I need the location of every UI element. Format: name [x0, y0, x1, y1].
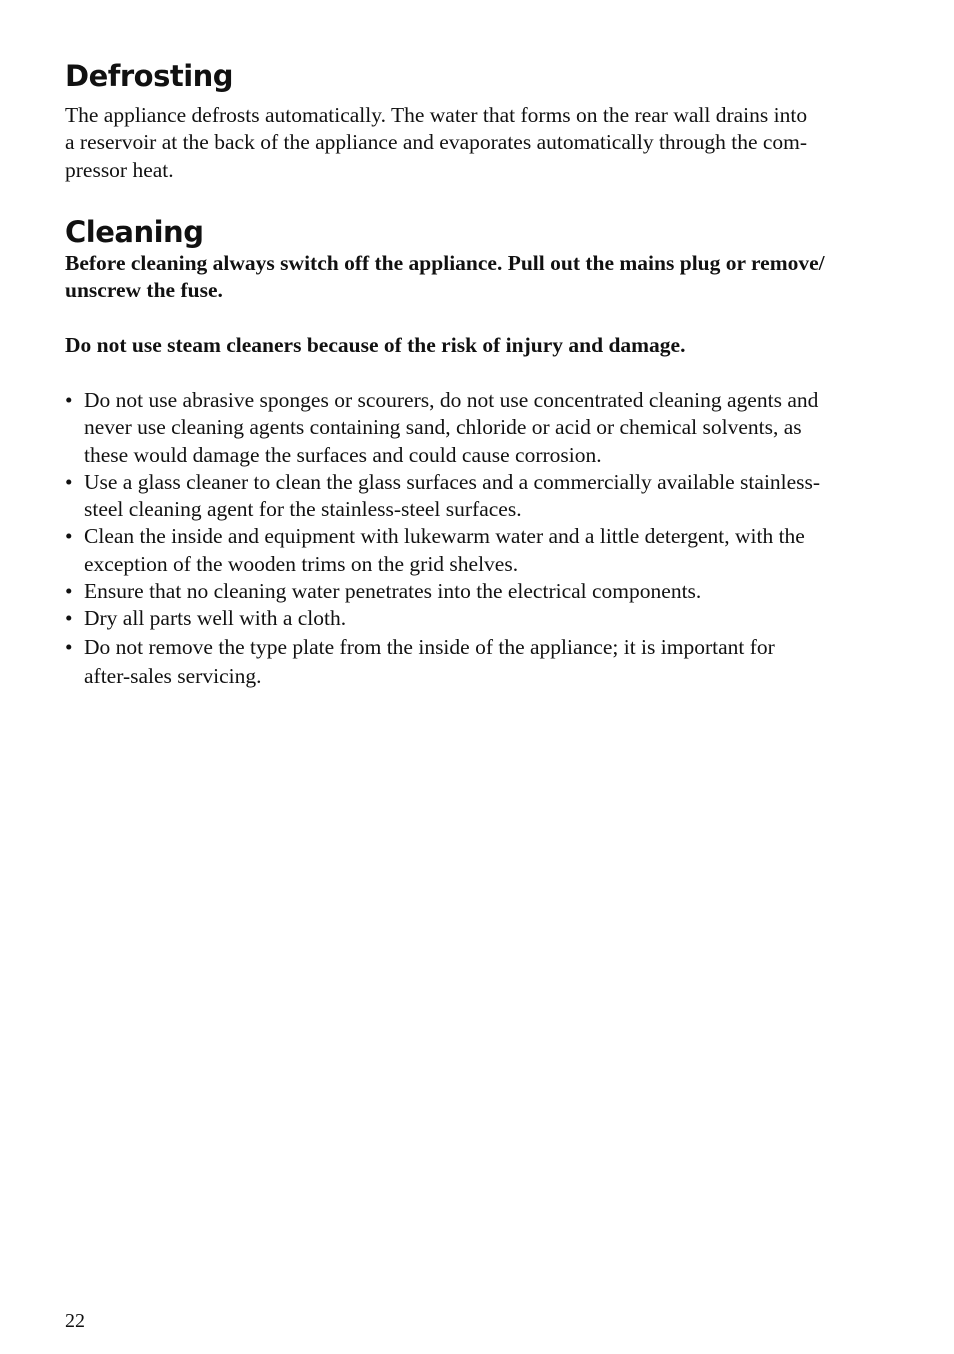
list-item [65, 387, 905, 469]
bullet-icon: • [65, 579, 73, 604]
cleaning-instructions-list [65, 387, 905, 691]
list-item [65, 633, 905, 691]
list-item [65, 523, 905, 578]
list-item-text: Do not use abrasive sponges or scourers, do not use concentrated cleaning agents and never use cleaning agents containing sand, chloride or acid or chemical solvents, as these would damage the surfaces and could cause corrosion. [84, 388, 819, 467]
list-item-text: Do not remove the type plate from the inside of the appliance; it is important for after-sales servicing. [84, 634, 775, 688]
list-item [65, 578, 905, 605]
list-item [65, 469, 905, 524]
list-item-text: Clean the inside and equipment with lukewarm water and a little detergent, with the exception of the wooden trims on the grid shelves. [84, 524, 805, 576]
list-item [65, 605, 905, 632]
cleaning-warning-unplug: Before cleaning always switch off the appliance. Pull out the mains plug or remove/ unscrew the fuse. [65, 251, 825, 303]
cleaning-heading: Cleaning [65, 215, 204, 249]
defrosting-heading: Defrosting [65, 59, 234, 93]
bullet-icon: • [65, 524, 73, 549]
bullet-icon: • [65, 469, 73, 494]
list-item-text: Dry all parts well with a cloth. [84, 606, 347, 631]
cleaning-warning-steam: Do not use steam cleaners because of the risk of injury and damage. [65, 333, 686, 357]
list-item-text: Use a glass cleaner to clean the glass surfaces and a commercially available stainless- steel cleaning agent for the stainless-steel surfaces. [84, 469, 821, 522]
bullet-icon: • [65, 388, 73, 412]
bullet-icon: • [65, 606, 73, 631]
page-number: 22 [65, 1310, 85, 1332]
defrosting-text: The appliance defrosts automatically. The water that forms on the rear wall drains into a reservoir at the back of the appliance and evaporates automatically through the com- pressor heat. [65, 103, 808, 182]
list-item-text: Ensure that no cleaning water penetrates into the electrical components. [84, 579, 702, 604]
bullet-icon: • [65, 634, 73, 659]
